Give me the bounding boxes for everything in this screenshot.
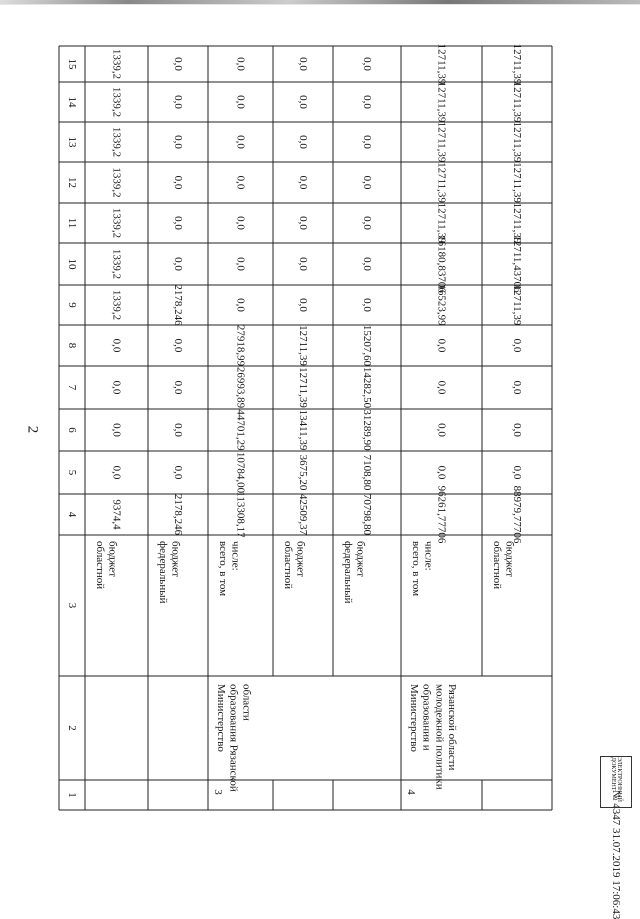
value-cell: 0,0 [172, 465, 184, 480]
value-cell: 12711,43706 [511, 235, 523, 293]
value-cell: 113308,17 [234, 491, 247, 538]
value-cell: 0,0 [361, 216, 373, 230]
executor-name-line: образования Рязанской [227, 684, 240, 792]
value-cell: 42509,37 [297, 493, 309, 536]
column-number-11: 11 [66, 217, 78, 229]
value-cell: 12711,39 [511, 162, 523, 203]
funding-source-line: бюджет [106, 541, 119, 577]
funding-source-line: бюджет [169, 541, 182, 577]
funding-source [282, 541, 307, 589]
value-cell: 12711,39 [435, 162, 448, 203]
funding-source-line: федеральный [342, 541, 354, 604]
funding-source-line: числе: [422, 541, 435, 571]
funding-source-line: бюджет [354, 541, 367, 577]
funding-source-line: числе: [229, 541, 242, 571]
value-cell: 1339,2 [110, 126, 123, 158]
value-cell: 12711,39 [435, 81, 448, 123]
funding-source-line: всего, в том [410, 541, 422, 597]
executor-name-line: области [240, 684, 253, 721]
column-number-10: 10 [66, 258, 78, 270]
column-number-9: 9 [66, 302, 78, 308]
funding-source [94, 541, 119, 589]
value-cell: 0,0 [361, 298, 373, 312]
value-cell: 0,0 [297, 175, 309, 190]
funding-source [491, 541, 516, 589]
value-cell: 0,0 [297, 298, 309, 312]
value-cell: 0,0 [172, 175, 184, 190]
row-number: 4 [405, 789, 417, 795]
value-cell: 1339,2 [110, 48, 123, 80]
value-cell: 10784,00 [234, 451, 247, 494]
page-number: 2 [24, 425, 41, 434]
value-cell: 13411,39 [297, 409, 309, 451]
funding-source-line: областной [491, 541, 503, 590]
value-cell: 0,0 [234, 135, 247, 149]
stamp-label: ЭЛЕКТРОННЫЙ ДОКУМЕНТ [610, 757, 622, 802]
column-number-1: 1 [66, 792, 78, 798]
funding-source-line: всего, в том [217, 541, 229, 597]
funding-source-line: бюджет [294, 541, 307, 577]
value-cell: 31289,90 [361, 409, 373, 451]
value-cell: 12711,39 [435, 121, 448, 163]
column-number-4: 4 [66, 511, 78, 518]
row-number: 3 [212, 789, 224, 795]
value-cell: 96261,77706 [435, 485, 448, 544]
value-cell: 0,0 [234, 57, 247, 71]
value-cell: 0,0 [511, 338, 523, 353]
column-number-3: 3 [66, 602, 78, 609]
value-cell: 0,0 [435, 338, 448, 353]
funding-source [217, 541, 242, 596]
executor-name-line: молодежной политики [433, 684, 446, 790]
value-cell: 1339,2 [110, 289, 123, 321]
value-cell: 2178,246 [172, 493, 184, 536]
funding-source [342, 541, 367, 604]
value-cell: 0,0 [361, 175, 373, 190]
value-cell: 44701,29 [234, 409, 247, 451]
value-cell: 0,0 [361, 135, 373, 149]
value-cell: 0,0 [172, 338, 184, 353]
value-cell: 0,0 [511, 423, 523, 437]
value-cell: 2178,246 [172, 284, 184, 326]
column-number-15: 15 [66, 58, 78, 70]
column-number-12: 12 [66, 177, 78, 188]
value-cell: 1339,2 [110, 207, 123, 239]
registration-stamp: № 4347 31.07.2019 17:06:43 [610, 790, 622, 919]
value-cell: 12711,39 [511, 81, 523, 123]
value-cell: 12711,39 [511, 43, 523, 85]
electronic-document-stamp [600, 756, 632, 808]
value-cell: 3675,20 [297, 454, 309, 491]
value-cell: 0,0 [361, 95, 373, 109]
value-cell: 16523,99 [435, 284, 448, 326]
funding-source-line: областной [94, 541, 106, 590]
column-number-13: 13 [66, 136, 78, 148]
value-cell: 0,0 [110, 338, 123, 353]
funding-source [157, 541, 182, 604]
value-cell: 0,0 [172, 423, 184, 437]
funding-source-line: областной [282, 541, 294, 590]
value-cell: 0,0 [435, 465, 448, 480]
value-cell: 0,0 [234, 95, 247, 109]
value-cell: 12711,39 [297, 325, 309, 366]
value-cell: 12711,39 [511, 121, 523, 163]
value-cell: 0,0 [297, 257, 309, 271]
value-cell: 0,0 [172, 95, 184, 109]
value-cell: 12711,39 [297, 367, 309, 408]
value-cell: 0,0 [435, 380, 448, 395]
value-cell: 0,0 [297, 216, 309, 230]
executor-name [408, 684, 458, 790]
value-cell: 12711,39 [511, 284, 523, 326]
table-cells [66, 44, 523, 798]
value-cell: 15207,60 [361, 324, 373, 367]
value-cell: 0,0 [435, 423, 448, 437]
value-cell: 0,0 [110, 423, 123, 437]
funding-source-line: бюджет [503, 541, 516, 577]
column-number-7: 7 [66, 384, 78, 391]
value-cell: 0,0 [234, 216, 247, 230]
executor-name-line: Рязанской области [445, 684, 458, 771]
value-cell: 0,0 [172, 257, 184, 271]
value-cell: 26993,89 [234, 366, 247, 409]
value-cell: 0,0 [234, 257, 247, 271]
executor-name-line: Министерство [215, 684, 227, 752]
value-cell: 0,0 [234, 298, 247, 312]
funding-source-line: федеральный [157, 541, 169, 604]
value-cell: 14282,50 [361, 366, 373, 409]
value-cell: 0,0 [297, 135, 309, 149]
value-cell: 0,0 [234, 175, 247, 190]
funding-source [410, 541, 435, 596]
value-cell: 0,0 [110, 465, 123, 480]
value-cell: 1339,2 [110, 86, 123, 118]
value-cell: 9374,4 [110, 499, 123, 530]
value-cell: 0,0 [361, 57, 373, 71]
value-cell: 0,0 [110, 380, 123, 395]
value-cell: 0,0 [361, 257, 373, 271]
executor-name [215, 684, 252, 792]
value-cell: 7108,80 [361, 454, 373, 491]
value-cell: 12711,39 [511, 202, 523, 244]
value-cell: 0,0 [297, 95, 309, 109]
column-number-14: 14 [66, 96, 78, 108]
value-cell: 0,0 [172, 380, 184, 395]
value-cell: 0,0 [297, 57, 309, 71]
executor-name-line: образования и [420, 684, 433, 751]
value-cell: 1339,2 [110, 248, 123, 280]
column-number-2: 2 [66, 725, 78, 731]
value-cell: 0,0 [511, 465, 523, 480]
value-cell: 12711,39 [435, 43, 448, 85]
value-cell: 70798,80 [361, 493, 373, 536]
value-cell: 27918,99 [234, 324, 247, 367]
value-cell: 0,0 [172, 57, 184, 71]
value-cell: 0,0 [511, 380, 523, 395]
value-cell: 0,0 [172, 135, 184, 149]
column-number-5: 5 [66, 469, 78, 476]
executor-name-line: Министерство [408, 684, 420, 752]
value-cell: 1339,2 [110, 167, 123, 198]
value-cell: 16180,83706 [435, 235, 448, 293]
value-cell: 12711,39 [435, 202, 448, 244]
value-cell: 88979,77706 [511, 485, 523, 544]
column-number-6: 6 [66, 427, 78, 433]
value-cell: 0,0 [172, 216, 184, 230]
column-number-8: 8 [66, 342, 78, 349]
